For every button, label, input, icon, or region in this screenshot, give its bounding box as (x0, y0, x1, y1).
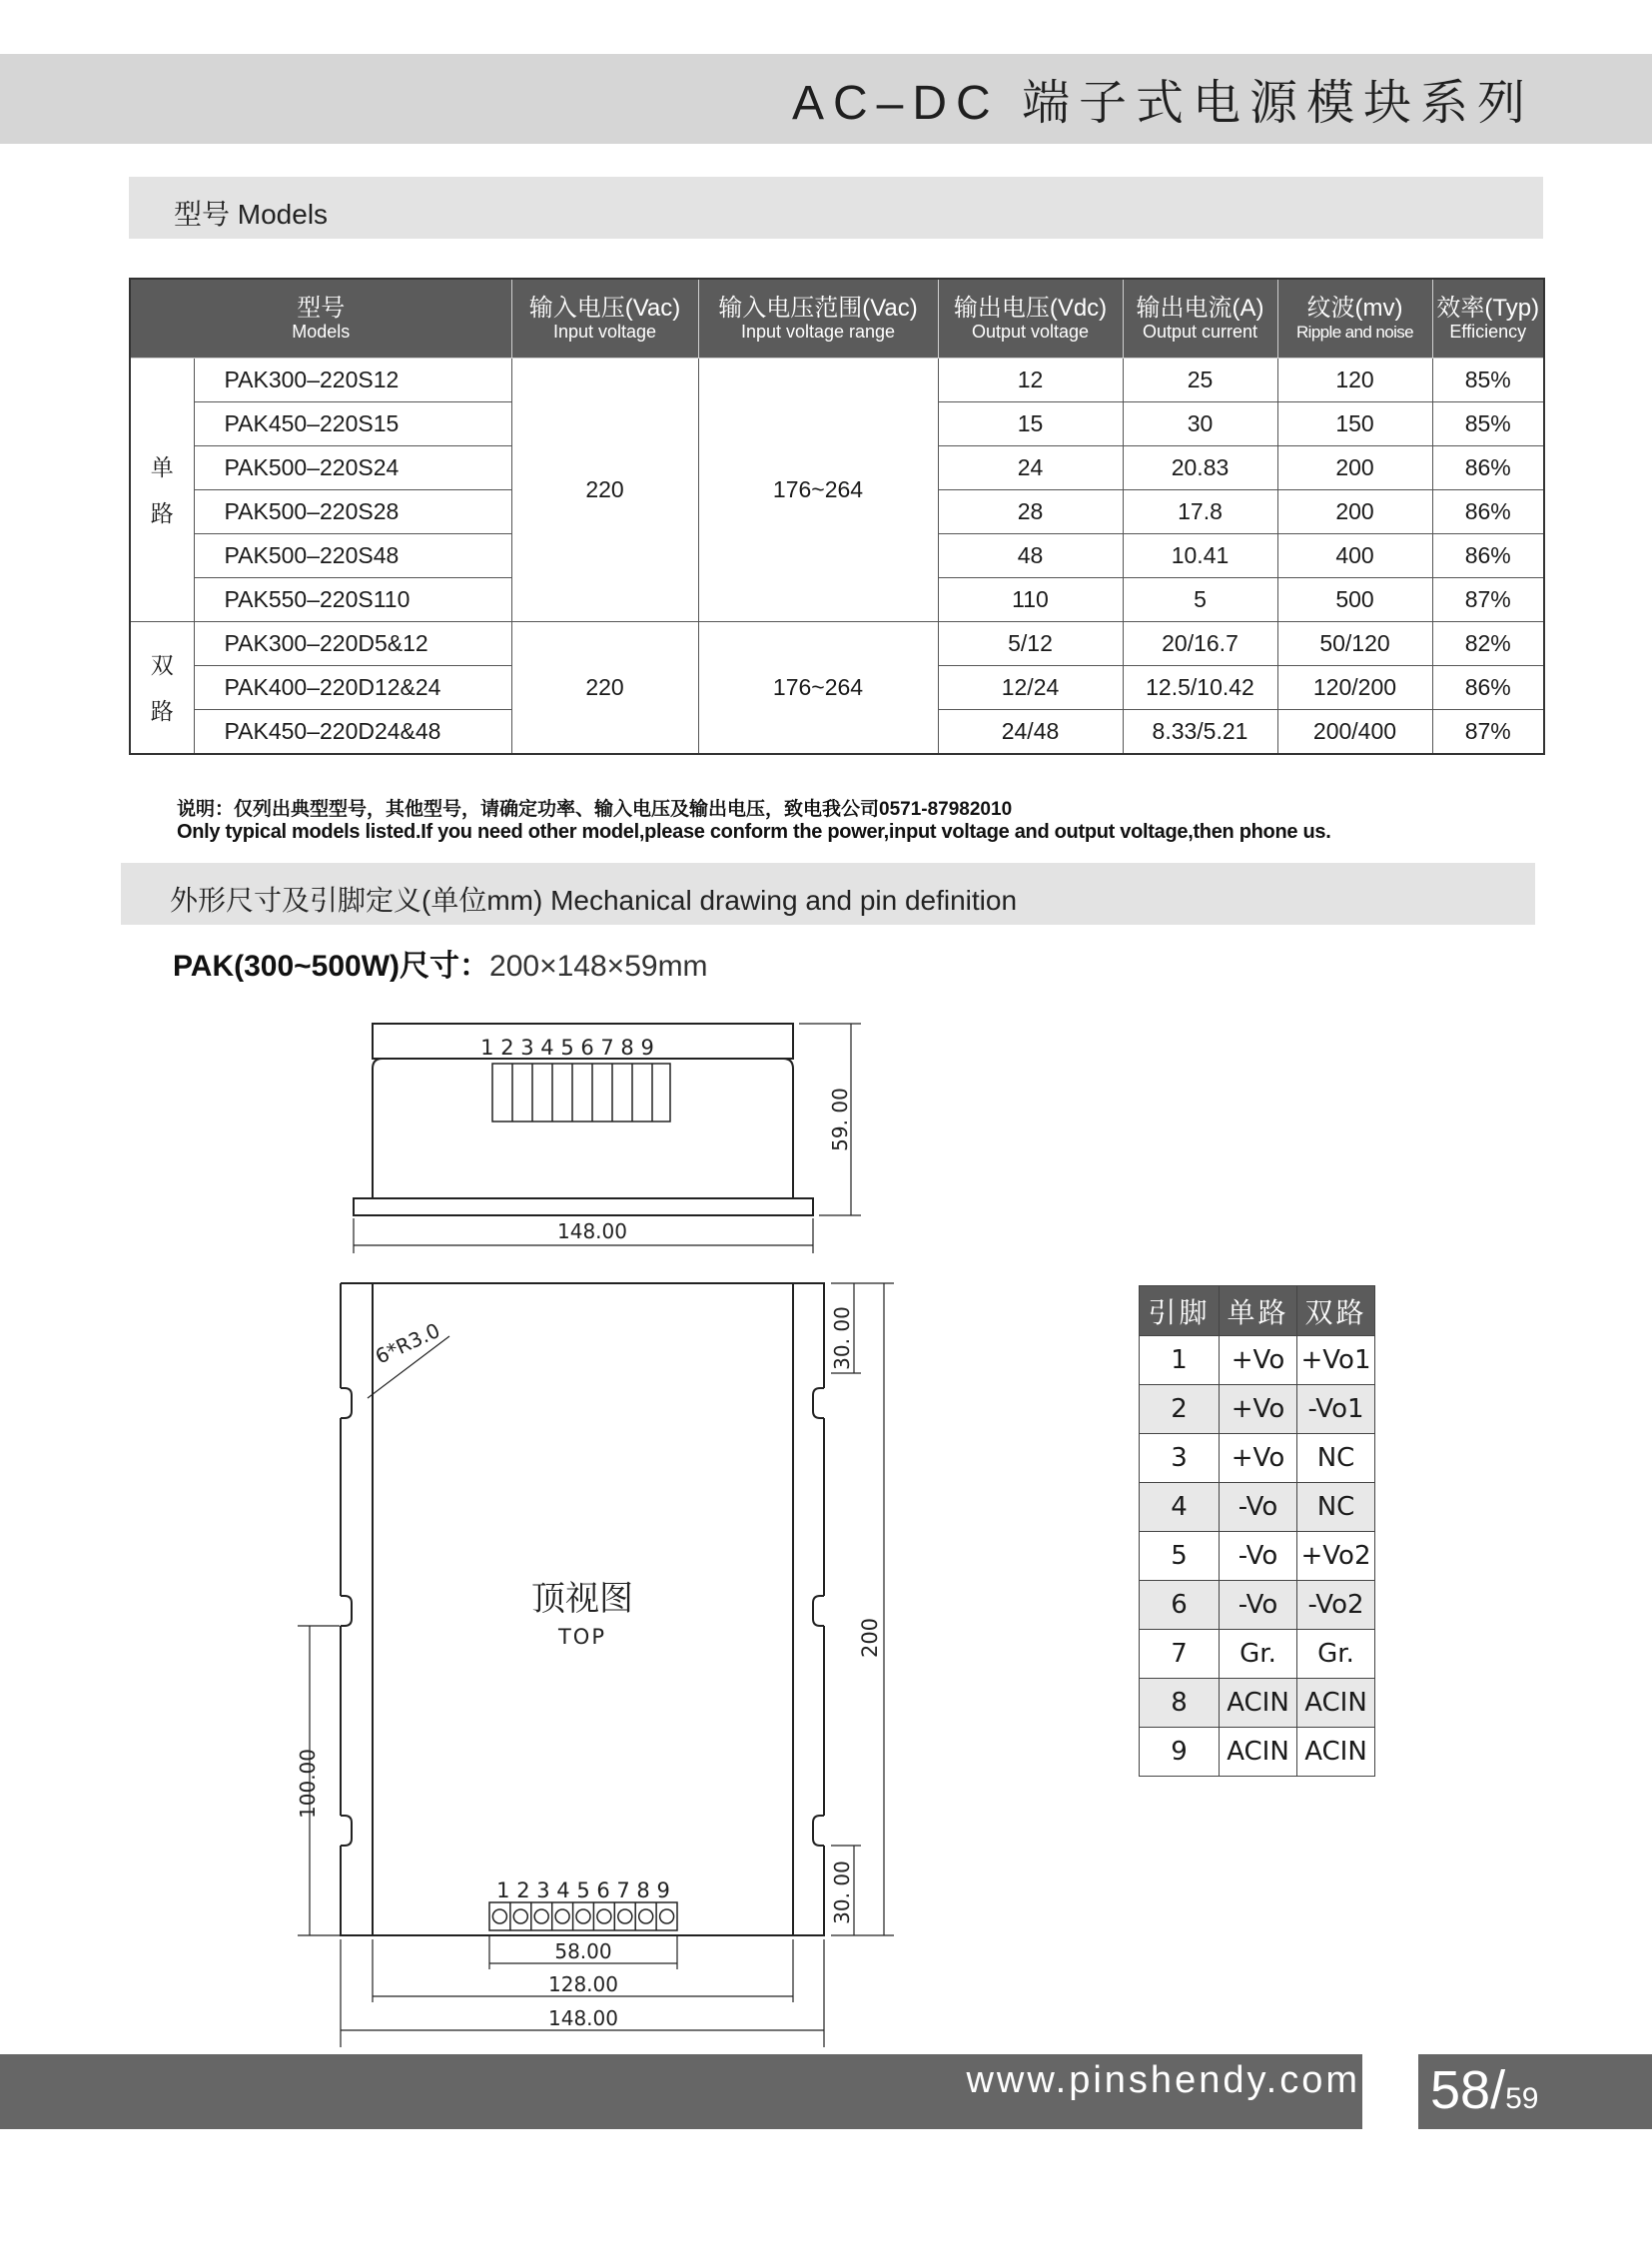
iout-cell: 20/16.7 (1123, 622, 1277, 666)
efficiency-cell: 87% (1432, 578, 1544, 622)
model-cell: PAK500–220S24 (194, 446, 511, 490)
dimension-value: 200×148×59mm (489, 950, 708, 983)
header-output-voltage: 输出电压(Vdc) Output voltage (938, 279, 1123, 359)
pin-dual: -Vo2 (1297, 1581, 1375, 1630)
top-view-terminal-block (489, 1902, 677, 1930)
pin-dual: ACIN (1297, 1728, 1375, 1777)
page-number (1430, 2059, 1538, 2121)
pin-number: 2 (1140, 1385, 1220, 1434)
top-margin-label: 30. 00 (830, 1306, 854, 1370)
input-range-cell: 176~264 (698, 359, 938, 622)
pin-single: Gr. (1220, 1630, 1297, 1679)
efficiency-cell: 86% (1432, 446, 1544, 490)
notch-distance-label: 100.00 (296, 1749, 320, 1819)
header-input-voltage: 输入电压(Vac) Input voltage (511, 279, 698, 359)
model-cell: PAK450–220S15 (194, 402, 511, 446)
top-view-pin-numbers: 1 2 3 4 5 6 7 8 9 (496, 1878, 670, 1902)
pin-single: -Vo (1220, 1532, 1297, 1581)
top-view-dimension-lines (298, 1283, 894, 2047)
vout-cell: 5/12 (938, 622, 1123, 666)
footer-url: www.pinshendy.com (966, 2059, 1360, 2101)
ripple-cell: 50/120 (1277, 622, 1432, 666)
pin-span-label: 58.00 (554, 1939, 612, 1963)
group-label-dual: 双 路 (130, 622, 194, 755)
top-view-title-en: TOP (557, 1625, 607, 1649)
pin-row (1140, 1630, 1375, 1679)
iout-cell: 12.5/10.42 (1123, 666, 1277, 710)
mounting-notch (813, 1816, 824, 1846)
total-width-label: 148.00 (548, 2006, 618, 2030)
pin-dual: NC (1297, 1483, 1375, 1532)
vout-cell: 12 (938, 359, 1123, 402)
iout-cell: 17.8 (1123, 490, 1277, 534)
iout-cell: 8.33/5.21 (1123, 710, 1277, 755)
vout-cell: 110 (938, 578, 1123, 622)
bottom-margin-label: 30. 00 (830, 1861, 854, 1924)
iout-cell: 10.41 (1123, 534, 1277, 578)
model-cell: PAK500–220S28 (194, 490, 511, 534)
model-cell: PAK500–220S48 (194, 534, 511, 578)
pin-number: 5 (1140, 1532, 1220, 1581)
pin-row (1140, 1434, 1375, 1483)
length-label: 200 (858, 1617, 882, 1659)
side-view-height-label: 59. 00 (828, 1088, 852, 1151)
pin-dual: +Vo2 (1297, 1532, 1375, 1581)
vout-cell: 28 (938, 490, 1123, 534)
pin-number: 8 (1140, 1679, 1220, 1728)
header-efficiency: 效率(Typ) Efficiency (1432, 279, 1544, 359)
pin-single: +Vo (1220, 1385, 1297, 1434)
iout-cell: 25 (1123, 359, 1277, 402)
pin-number: 9 (1140, 1728, 1220, 1777)
pin-table-header (1140, 1286, 1375, 1336)
input-voltage-cell: 220 (511, 359, 698, 622)
ripple-cell: 150 (1277, 402, 1432, 446)
efficiency-cell: 85% (1432, 359, 1544, 402)
vout-cell: 24 (938, 446, 1123, 490)
ripple-cell: 200/400 (1277, 710, 1432, 755)
pin-dual: -Vo1 (1297, 1385, 1375, 1434)
mounting-notch (341, 1816, 352, 1846)
pin-header-pin: 引脚 (1140, 1286, 1220, 1336)
input-range-cell: 176~264 (698, 622, 938, 755)
ripple-cell: 200 (1277, 446, 1432, 490)
efficiency-cell: 87% (1432, 710, 1544, 755)
header-input-range: 输入电压范围(Vac) Input voltage range (698, 279, 938, 359)
side-view-width-label: 148.00 (557, 1219, 627, 1243)
total-pages: 59 (1505, 2082, 1539, 2115)
pin-row (1140, 1483, 1375, 1532)
vout-cell: 15 (938, 402, 1123, 446)
pin-header-single: 单路 (1220, 1286, 1297, 1336)
inner-width-label: 128.00 (548, 1972, 618, 1996)
pin-row (1140, 1385, 1375, 1434)
vout-cell: 12/24 (938, 666, 1123, 710)
pin-row (1140, 1679, 1375, 1728)
model-cell: PAK300–220D5&12 (194, 622, 511, 666)
pin-number: 7 (1140, 1630, 1220, 1679)
ripple-cell: 120/200 (1277, 666, 1432, 710)
mech-section-title: 外形尺寸及引脚定义(单位mm) Mechanical drawing and pin definition (170, 885, 1018, 916)
efficiency-cell: 85% (1432, 402, 1544, 446)
mounting-notch (813, 1596, 824, 1626)
pin-row (1140, 1336, 1375, 1385)
pin-row (1140, 1728, 1375, 1777)
current-page: 58/ (1430, 2060, 1506, 2120)
model-cell: PAK450–220D24&48 (194, 710, 511, 755)
efficiency-cell: 86% (1432, 490, 1544, 534)
pin-number: 4 (1140, 1483, 1220, 1532)
mounting-notch (341, 1388, 352, 1418)
pin-dual: +Vo1 (1297, 1336, 1375, 1385)
note-chinese: 说明：仅列出典型型号，其他型号，请确定功率、输入电压及输出电压，致电我公司0571-87982010 (177, 799, 1013, 820)
pin-dual: ACIN (1297, 1679, 1375, 1728)
radius-label: 6*R3.0 (371, 1317, 444, 1369)
page-title: AC–DC 端子式电源模块系列 (791, 77, 1534, 130)
group-label-single: 单 路 (130, 359, 194, 622)
mounting-notch (813, 1388, 824, 1418)
models-section-title: 型号 Models (174, 199, 329, 230)
model-cell: PAK300–220S12 (194, 359, 511, 402)
header-output-current: 输出电流(A) Output current (1123, 279, 1277, 359)
header-models: 型号 Models (130, 279, 511, 359)
top-view-title-cn: 顶视图 (531, 1579, 633, 1619)
pin-number: 6 (1140, 1581, 1220, 1630)
mounting-notch (341, 1596, 352, 1626)
top-view (298, 1283, 894, 2047)
ripple-cell: 400 (1277, 534, 1432, 578)
ripple-cell: 120 (1277, 359, 1432, 402)
pin-single: ACIN (1220, 1679, 1297, 1728)
pin-number: 1 (1140, 1336, 1220, 1385)
pin-single: +Vo (1220, 1434, 1297, 1483)
header-ripple: 纹波(mv) Ripple and noise (1277, 279, 1432, 359)
pin-header-dual: 双路 (1297, 1286, 1375, 1336)
side-view-terminal-block (492, 1064, 670, 1121)
ripple-cell: 500 (1277, 578, 1432, 622)
efficiency-cell: 86% (1432, 666, 1544, 710)
ripple-cell: 200 (1277, 490, 1432, 534)
input-voltage-cell: 220 (511, 622, 698, 755)
model-cell: PAK550–220S110 (194, 578, 511, 622)
pin-single: +Vo (1220, 1336, 1297, 1385)
vout-cell: 48 (938, 534, 1123, 578)
pin-row (1140, 1532, 1375, 1581)
pin-number: 3 (1140, 1434, 1220, 1483)
efficiency-cell: 86% (1432, 534, 1544, 578)
iout-cell: 30 (1123, 402, 1277, 446)
pin-table (1139, 1285, 1375, 1777)
dimension-label: PAK(300~500W)尺寸： (173, 950, 490, 983)
pin-single: -Vo (1220, 1581, 1297, 1630)
side-view-pin-numbers: 1 2 3 4 5 6 7 8 9 (480, 1036, 654, 1060)
iout-cell: 5 (1123, 578, 1277, 622)
pin-single: -Vo (1220, 1483, 1297, 1532)
side-view-body (373, 1059, 793, 1198)
model-cell: PAK400–220D12&24 (194, 666, 511, 710)
note-english: Only typical models listed.If you need other model,please conform the power,input voltage and output voltage,then phone us. (177, 821, 1331, 843)
pin-dual: Gr. (1297, 1630, 1375, 1679)
pin-row (1140, 1581, 1375, 1630)
efficiency-cell: 82% (1432, 622, 1544, 666)
pin-dual: NC (1297, 1434, 1375, 1483)
pin-single: ACIN (1220, 1728, 1297, 1777)
side-view-base (354, 1198, 813, 1215)
iout-cell: 20.83 (1123, 446, 1277, 490)
vout-cell: 24/48 (938, 710, 1123, 755)
